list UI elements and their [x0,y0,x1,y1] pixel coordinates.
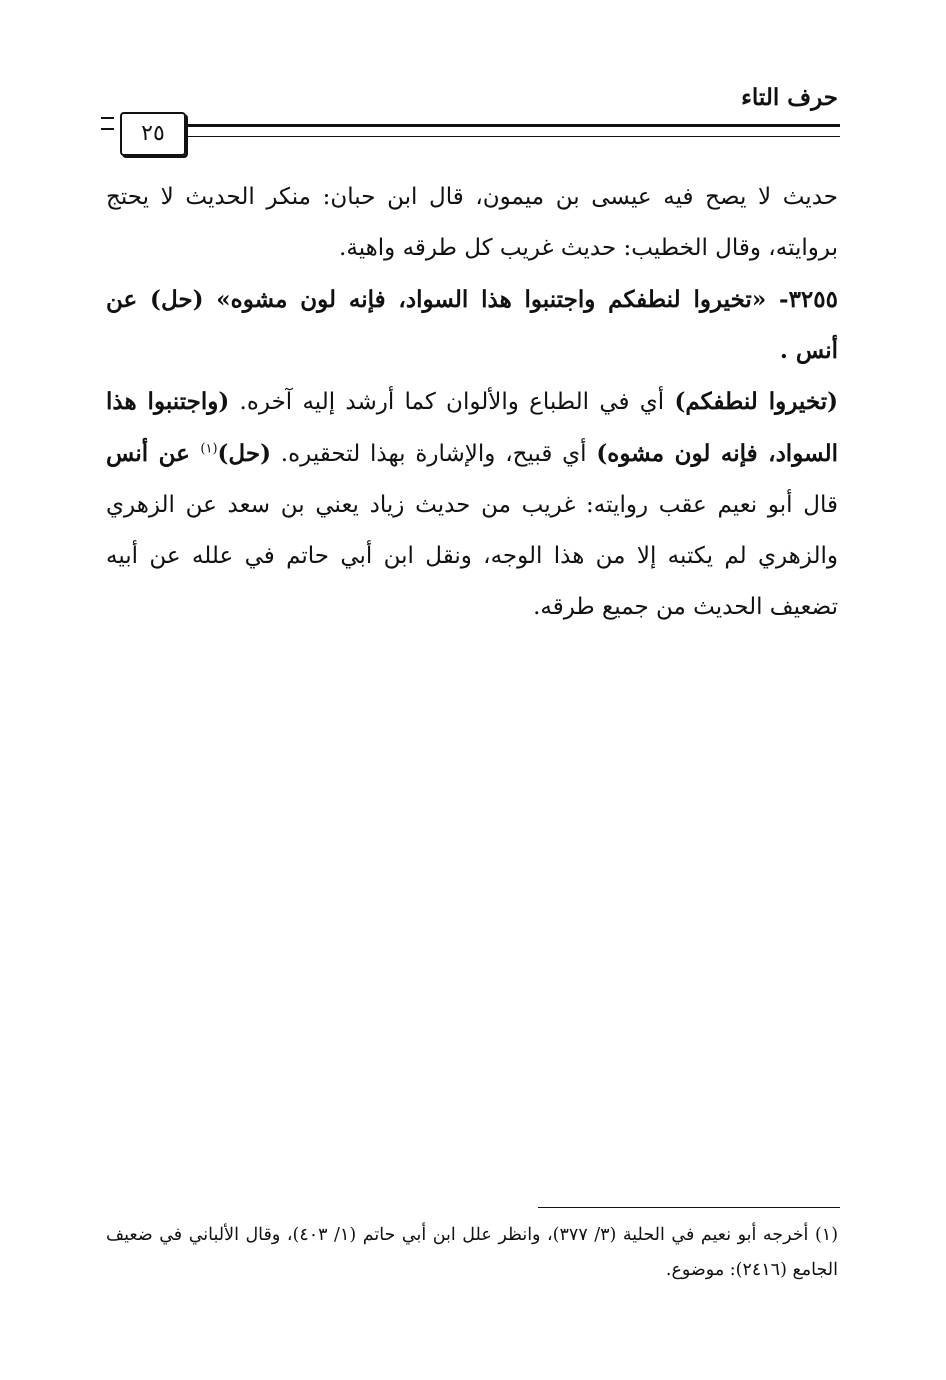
footnote-1: (١) أخرجه أبو نعيم في الحلية (٣/ ٣٧٧)، وانظر علل ابن أبي حاتم (١/ ٤٠٣)، وقال الألباني في ضعيف الجامع (٢٤١٦): موضوع. [106,1225,839,1280]
footnotes [106,1218,838,1288]
commentary-text: أي قبيح، والإشارة بهذا لتحقيره. [270,441,597,467]
footnote-separator [538,1207,840,1208]
main-text [106,172,838,633]
narrator: عن أنس [106,440,201,467]
footnote-reference[interactable]: (١) [200,441,218,457]
page-number: ٢٥ [141,121,165,146]
hadith-entry: ٣٢٥٥- «تخيروا لنطفكم واجتنبوا هذا السواد، فإنه لون مشوه» (حل) عن أنس . [106,286,838,364]
page-number-box [120,112,186,156]
paragraph-continued: حديث لا يصح فيه عيسى بن ميمون، قال ابن حبان: منكر الحديث لا يحتج بروايته، وقال الخطيب: حديث غريب كل طرقه واهية. [106,184,838,261]
commentary-paragraph [106,376,838,633]
chapter-title: حرف التاء [741,84,838,111]
header-ornament [101,117,114,130]
quoted-phrase: (تخيروا لنطفكم) [674,388,839,415]
commentary-text: أي في الطباع والألوان كما أرشد إليه آخره. [229,389,675,415]
quoted-phrase: (واجتنبوا هذا السواد، فإنه لون مشوه) [106,388,839,467]
commentary-text: قال أبو نعيم عقب روايته: غريب من حديث زياد يعني بن سعد عن الزهري والزهري لم يكتبه إلا من هذا الوجه، ونقل ابن أبي حاتم في علله عن أبيه تضعيف الحديث من جميع طرقه. [106,492,838,620]
source-code: (حل) [217,440,271,467]
header-rule [186,124,840,137]
